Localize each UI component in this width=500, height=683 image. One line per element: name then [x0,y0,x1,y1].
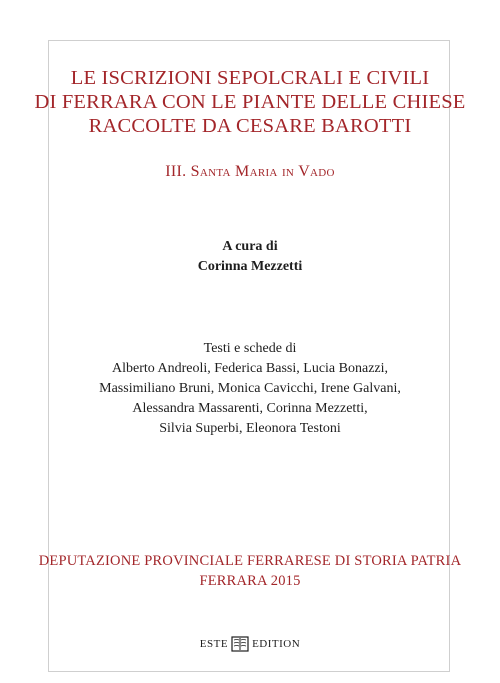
book-icon [231,636,249,652]
logo-text-right: EDITION [252,638,301,650]
curator-label: A cura di [222,239,278,254]
contributors-line-2: Massimiliano Bruni, Monica Cavicchi, Irene Galvani, [99,381,401,396]
contributors-line-1: Alberto Andreoli, Federica Bassi, Lucia Bonazzi, [111,361,389,376]
title-line-1: LE ISCRIZIONI SEPOLCRALI E CIVILI [70,67,430,89]
contributors-line-4: Silvia Superbi, Eleonora Testoni [159,421,341,436]
volume-subtitle: III. Santa Maria in Vado [165,163,335,180]
contributors-label: Testi e schede di [203,341,297,356]
publisher-block [0,551,500,591]
book-title [0,66,500,138]
publisher-place-year: FERRARA 2015 [199,573,301,589]
publisher-logo [0,635,500,653]
curator-name: Corinna Mezzetti [197,259,303,274]
contributors-block [0,339,500,439]
contributors-line-3: Alessandra Massarenti, Corinna Mezzetti, [132,401,368,416]
publisher-name: DEPUTAZIONE PROVINCIALE FERRARESE DI STORIA PATRIA [38,553,462,569]
title-line-2: DI FERRARA CON LE PIANTE DELLE CHIESE [34,91,466,113]
curator-block [0,237,500,277]
title-line-3: RACCOLTE DA CESARE BAROTTI [88,115,412,137]
logo-text-left: ESTE [199,638,229,650]
